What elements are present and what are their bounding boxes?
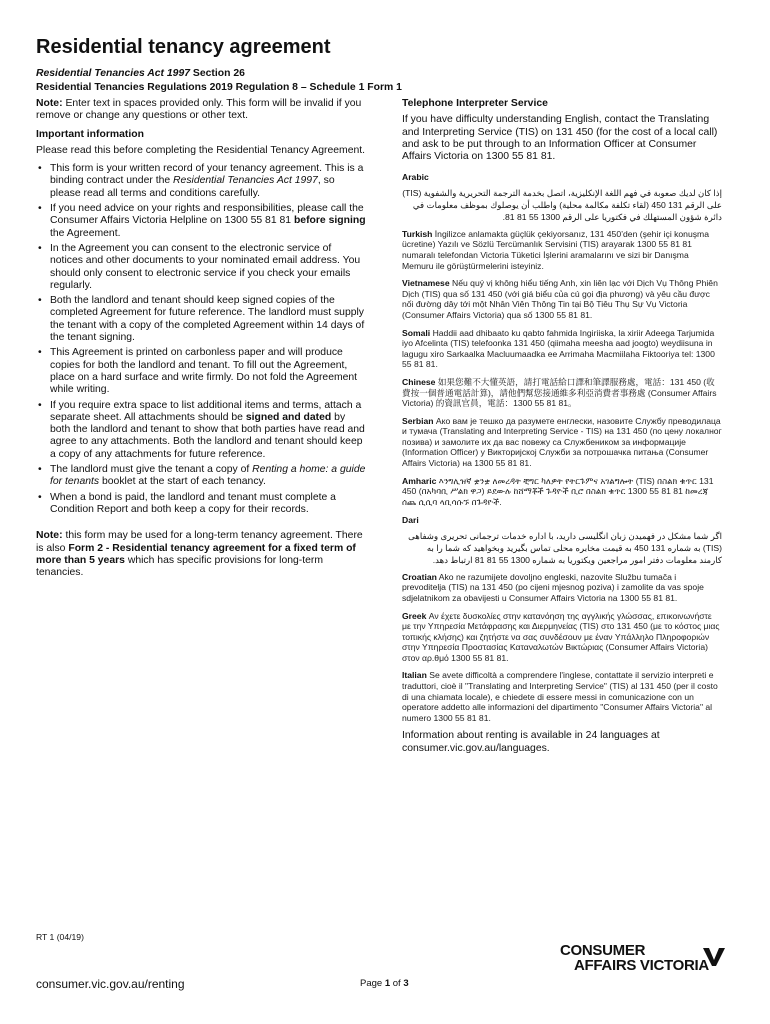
item-text: This form is your written record of your tenancy agreement. This is a binding contract under the <box>50 163 364 187</box>
language-label: Italian <box>402 670 427 681</box>
item-text: If you need advice on your rights and responsibilities, please call the Consumer Affairs Victoria Helpline on 1300 55 81 81 <box>50 203 364 227</box>
greek-block <box>402 611 722 664</box>
item-emphasis: before signing <box>293 215 366 227</box>
language-label: Croatian <box>402 571 437 582</box>
item-text: If you require extra space to list additional items and terms, attach a separate sheet. All attachments should be <box>50 399 362 423</box>
legislation-reference <box>36 67 402 94</box>
italian-block <box>402 670 722 723</box>
language-text: Αν έχετε δυσκολίες στην κατανόηση της αγγλικής γλώσσας, επικοινωνήστε με την Υπηρεσία Μετάφρασης και Διερμηνείας (TIS) στο 131 450 (με το κόστος μιας τοπικής κλήσης) και ζητήστε να σας συνδέσουν με έναν Υπάλληλο Πληροφοριών στην Υπηρεσία Προστασίας Καταναλωτών Βικτώριας (Consumer Affairs Victoria) στον αρ.θμό 1300 55 81 81. <box>402 610 720 663</box>
victoria-v-icon <box>703 948 725 966</box>
languages-info: Information about renting is available in 24 languages at consumer.vic.gov.au/languages. <box>402 730 660 754</box>
list-item: • When a bond is paid, the landlord and tenant must complete a Condition Report and both keep a copy for their records. <box>50 492 366 517</box>
interpreter-heading: Telephone Interpreter Service <box>402 98 548 109</box>
turkish-block <box>402 229 722 271</box>
logo-line-1: CONSUMER <box>560 942 646 959</box>
amharic-block <box>402 476 722 508</box>
act-title: Residential Tenancies Act 1997 <box>173 175 318 187</box>
language-text: እንግሊዝኛ ቋንቋ ለመረዳት ቺግር ካለዎት የትርጉምና አገልግሎት (TIS) በስልክ ቁጥር 131 450 (በአካባቢ ሥልክ ዋጋ) ይደውሉ ከሸማቾች ጉዳዮች ቢሮ በስልክ ቁጥር 1300 55 81 81 ከመረጃ ሰጨ ሲሲባ ላቢሳሱኙ በጉዳዮች. <box>402 475 714 507</box>
arabic-label: Arabic <box>402 172 429 183</box>
arabic-text: إذا كان لديك صعوبة في فهم اللغة الإنكليزية، اتصل بخدمة الترجمة التحريرية والشفوية (TIS) على الرقم 131 450 (لقاء تكلفة مكالمة محلية) واطلب أن يوصلوك بموظف معلومات في دائرة شؤون المستهلك في فكتوريا على الرقم 1300 55 81 81. <box>402 187 722 222</box>
list-item <box>50 163 366 200</box>
logo-line-2: AFFAIRS VICTORIA <box>574 957 709 974</box>
act-section: Section 26 <box>190 68 245 79</box>
list-item <box>50 400 366 461</box>
footer-url[interactable]: consumer.vic.gov.au/renting <box>36 977 185 991</box>
note-text: Enter text in spaces provided only. This form will be invalid if you remove or change any questions or other text. <box>36 98 362 122</box>
act-name: Residential Tenancies Act 1997 <box>36 68 191 79</box>
booklet-title: Renting a home: a guide for tenants <box>50 464 366 488</box>
language-text: İngilizce anlamakta güçlük çekiyorsanız, 131 450’den (şehir içi konuşma ücretine) Yazılı ve Sözlü Tercümanlık Servisini (TIS) arayarak 1300 55 81 81 numaralı telefondan Victoria Tüketici İşlerini aramalarını ve sizi bir Danışma Memuru ile görüştürmelerini isteyiniz. <box>402 228 709 271</box>
croatian-block <box>402 572 722 604</box>
left-column <box>36 98 366 585</box>
language-label: Serbian <box>402 415 434 426</box>
list-item: • In the Agreement you can consent to the electronic service of notices and other documents to your nominated email address. You should only consent to electronic service if you check your emails regularly. <box>50 243 366 292</box>
language-text: Ako ne razumijete dovoljno engleski, nazovite Službu tumača i prevoditelja (TIS) na 131 450 (po cijeni mjesnog poziva) i zamolite da vas spoje sdjelatnikom za obavijesti u Consumer Affairs Victoria na 1300 55 81 81. <box>402 571 704 603</box>
page-number <box>360 978 409 989</box>
vietnamese-block <box>402 278 722 320</box>
note-label: Note: <box>36 530 63 542</box>
list-item <box>50 203 366 240</box>
note-label: Note: <box>36 98 63 109</box>
language-text: Nếu quý vị không hiểu tiếng Anh, xin liên lạc với Dịch Vụ Thông Phiên Dịch (TIS) qua số 131 450 (với giá biểu của cú gọi địa phương) và yêu cầu được nối đường dây tới một Nhân Viên Thông Tin tại Bộ Tiêu Thụ Sự Vụ Victoria (Consumer Affairs Victoria) qua số 1300 55 81 81. <box>402 278 718 320</box>
page-title: Residential tenancy agreement <box>36 36 331 58</box>
item-emphasis: signed and dated <box>245 411 332 423</box>
page-total: 3 <box>403 978 409 989</box>
language-label: Somali <box>402 327 431 338</box>
important-intro: Please read this before completing the Residential Tenancy Agreement. <box>36 144 366 156</box>
dari-label: Dari <box>402 515 419 526</box>
interpreter-intro: If you have difficulty understanding English, contact the Translating and Interpreting Service (TIS) on 131 450 (for the cost of a local call) and ask to be put through to an Information Officer at Consumer Affairs Victoria on 1300 55 81 81. <box>402 114 718 163</box>
note-text: this form may be used for a long-term tenancy agreement. There is also <box>36 530 363 554</box>
important-list <box>36 163 366 516</box>
note-text: which has specific provisions for long-term tenancies. <box>36 554 324 579</box>
somali-block <box>402 328 722 370</box>
important-heading: Important information <box>36 128 144 140</box>
long-term-note <box>36 530 366 579</box>
language-text: Se avete difficoltà a comprendere l'inglese, contattate il servizio interpreti e traduttori, cioè il "Translating and Interpreting Service" (TIS) al 131 450 (per il costo di una chiamata locale), e chiedete di essere messi in comunicazione con un operatore addetto alle informazioni del dipartimento "Consumer Affairs Victoria" al numero 1300 55 81 81. <box>402 670 718 723</box>
dari-text: اگر شما مشکل در فهمیدن زبان انگلیسی دارید، با اداره خدمات ترجمانی تحریری وشفاهی (TIS) به شماره 131 450 به قیمت مخابره محلی تماس بگیرید وبخواهید که شما را به کارمند معلومات دفتر امور مراجعین ویکتوریا به شماره 1300 55 81 81 ارتباط دهد. <box>408 530 722 565</box>
entry-note <box>36 98 366 123</box>
page-current: 1 <box>384 978 391 989</box>
language-label: Vietnamese <box>402 278 450 289</box>
language-label: Turkish <box>402 228 433 239</box>
consumer-affairs-victoria-logo <box>560 942 740 982</box>
list-item <box>50 464 366 489</box>
serbian-block <box>402 416 722 469</box>
right-column <box>402 98 722 763</box>
regulation-reference: Residential Tenancies Regulations 2019 Regulation 8 – Schedule 1 Form 1 <box>36 81 402 93</box>
language-label: Amharic <box>402 475 437 486</box>
list-item: • Both the landlord and tenant should keep signed copies of the completed Agreement for future reference. The landlord must supply the tenant with a copy of the completed Agreement within 14 days of the tenant signing. <box>50 295 366 344</box>
page-of: of <box>390 978 404 989</box>
language-text: 如果您難不大懂英語，請打電話給口譯和筆譯服務處，電話：131 450 (收費按一個普通電話計算)，請他們幫您接通維多利亞消費者事務處 (Consumer Affairs Victoria) 的資訊官員，電話：1300 55 81 81。 <box>402 376 717 409</box>
item-text: The landlord must give the tenant a copy of <box>50 464 253 476</box>
item-text: , so please read all terms and conditions carefully. <box>50 175 335 199</box>
language-text: Ако вам је тешко да разумете енглески, назовите Службу преводилаца и тумача (Translating and Interpreting Service - TIS) на 131 450 (по цену локалног позива) и замолите их да вас повежу са Службеником за информације (Information Officer) у Викторијској Служби за потрошачка питања (Consumer Affairs Victoria) на 1300 55 81 81. <box>402 415 722 469</box>
language-label: Chinese <box>402 376 436 387</box>
form2-reference: Form 2 - Residential tenancy agreement for a fixed term of more than 5 years <box>36 542 356 566</box>
item-text: booklet at the start of each tenancy. <box>99 476 266 488</box>
form-code: RT 1 (04/19) <box>36 932 84 942</box>
item-text: the Agreement. <box>50 227 121 239</box>
language-label: Greek <box>402 610 427 621</box>
chinese-block <box>402 377 722 409</box>
item-text: by both the landlord and tenant to show that both parties have read and agree to any attachments. Both the landlord and tenant should keep a copy of any attachments for future reference. <box>50 411 365 460</box>
language-text: Haddii aad dhibaato ku qabto fahmida Ingiriiska, la xiriir Adeega Tarjumida iyo Afcelinta (TIS) telefoonka 131 450 (qiimaha meesha aad joogto) weydiisuna in lagugu xiro Sarkaalka Macluumaadka ee Arrimaha Macmiilaha Fiktooriya tel: 1300 55 81 81. <box>402 327 715 370</box>
list-item: • This Agreement is printed on carbonless paper and will produce copies for both the landlord and tenant. To fill out the Agreement, place on a hard surface and write firmly. Do not fold the Agreement while writing. <box>50 347 366 396</box>
page-prefix: Page <box>360 978 385 989</box>
